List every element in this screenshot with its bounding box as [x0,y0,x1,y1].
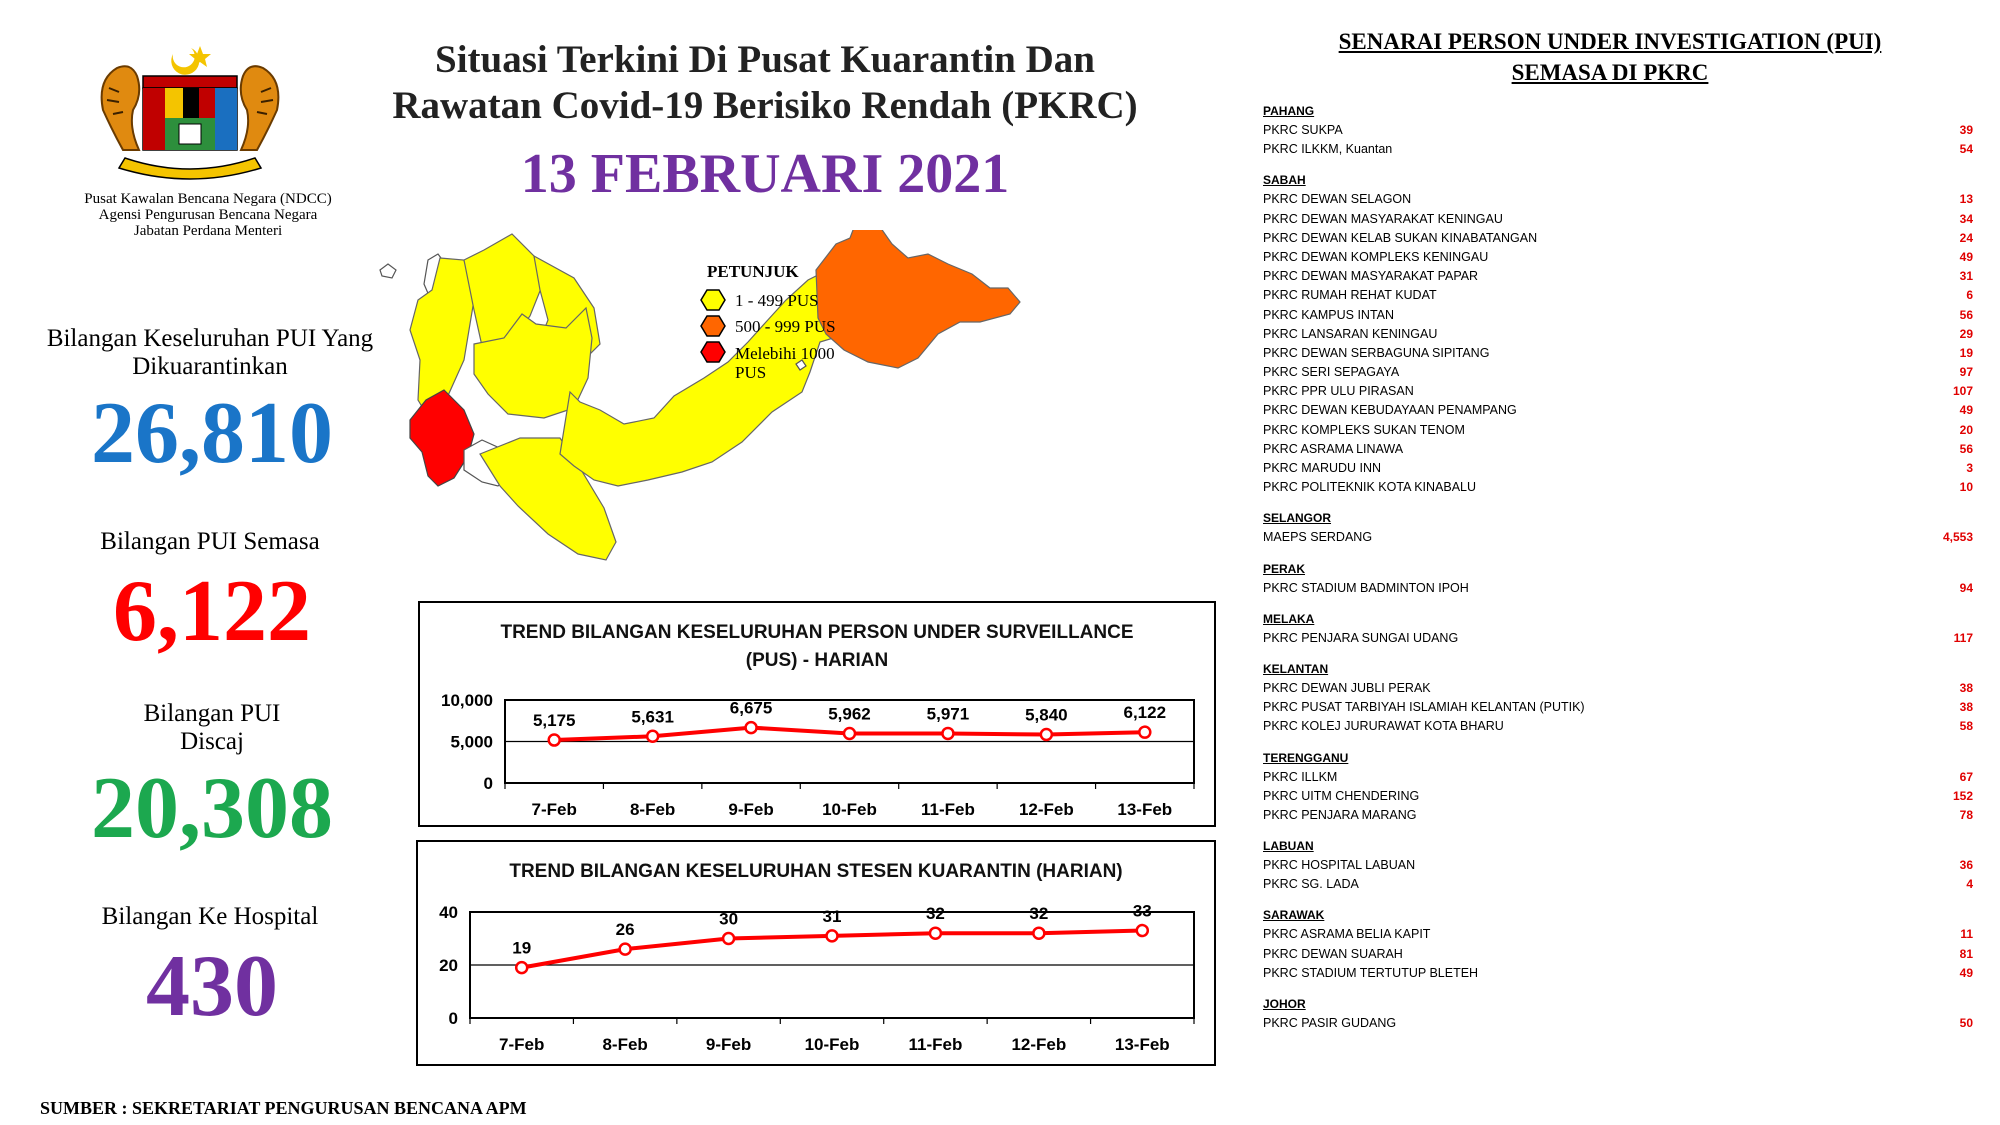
facility-name: PKRC ILLKM [1263,769,1338,784]
facility-name: PKRC POLITEKNIK KOTA KINABALU [1263,480,1477,495]
chart-pus-trend [418,601,1216,827]
facility-count: 20 [1959,422,1973,437]
pus-xtick-label: 7-Feb [531,800,577,819]
station-ytick-label: 0 [448,1009,458,1028]
list-item [1263,679,1973,698]
list-item [1263,210,1973,229]
facility-count: 81 [1959,946,1973,961]
pus-ytick-label: 0 [483,774,493,793]
station-data-label: 30 [719,909,739,929]
facility-name: PKRC DEWAN MASYARAKAT KENINGAU [1263,211,1503,226]
legend-label-high: Melebihi 1000 PUS [735,344,835,382]
station-point [827,930,838,941]
facility-count: 10 [1959,480,1973,495]
pus-data-label: 5,971 [926,704,970,724]
pui-list [1263,102,1973,1033]
state-heading: MELAKA [1263,611,1315,626]
list-item [1263,875,1973,894]
station-xtick-label: 13-Feb [1114,1035,1170,1054]
pus-ytick-label: 5,000 [450,732,493,752]
state-heading: LABUAN [1263,839,1314,854]
list-item [1263,382,1973,401]
stat-label-hospital: Bilangan Ke Hospital [101,903,319,930]
facility-name: PKRC MARUDU INN [1263,461,1382,475]
station-xtick-label: 9-Feb [705,1035,752,1054]
map-region-selangor [410,390,474,486]
pus-data-label: 5,840 [1025,705,1068,725]
chart-station-plot [418,842,1214,1064]
facility-count: 78 [1959,807,1973,822]
station-data-label: 31 [822,906,842,926]
facility-count: 56 [1959,307,1973,322]
facility-name: PKRC STADIUM TERTUTUP BLETEH [1263,965,1479,980]
list-item [1263,190,1973,209]
list-item [1263,806,1973,825]
facility-count: 24 [1959,230,1973,245]
station-point [1137,925,1148,936]
state-heading: SARAWAK [1263,908,1325,923]
list-item [1263,267,1973,286]
report-date: 13 FEBRUARI 2021 [520,143,1010,205]
legend-label-mid: 500 - 999 PUS [735,317,836,336]
stat-value-discharged-pui: 20,308 [91,760,333,857]
facility-count: 36 [1959,858,1973,873]
chart-pus-plot [420,603,1214,825]
legend-swatch-high [700,340,726,364]
facility-count: 67 [1959,769,1973,784]
stat-value-current-pui: 6,122 [113,563,311,660]
station-data-label: 33 [1132,901,1152,921]
station-xtick-label: 11-Feb [908,1035,963,1054]
malaysia-map [370,230,1240,580]
stat-value-hospital: 430 [146,938,278,1035]
pus-point [1139,727,1150,738]
pus-xtick-label: 13-Feb [1117,800,1173,819]
agency-line-3: Jabatan Perdana Menteri [133,223,283,239]
facility-name: PKRC PENJARA MARANG [1263,807,1417,822]
chart-pus-title-line-2: (PUS) - HARIAN [745,650,889,671]
list-item [1263,925,1973,944]
legend-swatch-mid [700,314,726,338]
pus-point [844,728,855,739]
facility-count: 50 [1959,1016,1973,1030]
facility-count: 39 [1959,123,1973,137]
list-item [1263,717,1973,736]
facility-count: 34 [1959,211,1973,226]
list-item [1263,248,1973,267]
facility-count: 107 [1952,384,1973,399]
pus-data-label: 5,962 [828,704,871,724]
facility-name: PKRC DEWAN KOMPLEKS KENINGAU [1263,249,1489,264]
pus-point [746,722,757,733]
list-item [1263,478,1973,497]
list-item [1263,325,1973,344]
state-heading: JOHOR [1263,997,1306,1011]
facility-name: PKRC ASRAMA BELIA KAPIT [1263,927,1431,942]
list-item [1263,344,1973,363]
facility-name: PKRC UITM CHENDERING [1263,788,1420,803]
facility-count: 38 [1959,680,1973,695]
facility-name: PKRC DEWAN SERBAGUNA SIPITANG [1263,345,1490,360]
facility-count: 58 [1959,719,1973,734]
list-item [1263,856,1973,875]
station-point [723,933,734,944]
list-item [1263,1014,1973,1033]
list-item [1263,459,1973,478]
station-point [516,962,527,973]
facility-count: 13 [1959,192,1973,207]
station-xtick-label: 8-Feb [602,1035,648,1054]
facility-count: 3 [1966,461,1973,475]
pus-data-label: 6,122 [1123,703,1167,723]
list-item [1263,306,1973,325]
facility-count: 117 [1953,630,1973,645]
facility-name: PKRC PENJARA SUNGAI UDANG [1263,630,1459,645]
facility-name: PKRC DEWAN KEBUDAYAAN PENAMPANG [1263,403,1517,418]
list-item [1263,768,1973,787]
facility-count: 19 [1959,345,1973,360]
list-item [1263,229,1973,248]
facility-name: PKRC PASIR GUDANG [1263,1016,1397,1030]
list-item [1263,421,1973,440]
facility-name: PKRC SG. LADA [1263,877,1359,892]
station-data-label: 19 [512,938,532,958]
facility-name: PKRC DEWAN KELAB SUKAN KINABATANGAN [1263,230,1538,245]
facility-name: MAEPS SERDANG [1263,530,1373,545]
facility-count: 11 [1960,927,1973,942]
station-data-label: 32 [1029,904,1049,924]
facility-name: PKRC DEWAN SUARAH [1263,946,1403,961]
facility-count: 4 [1966,877,1973,892]
facility-name: PKRC SUKPA [1263,123,1343,137]
station-point [930,928,941,939]
pus-xtick-label: 10-Feb [822,800,877,819]
state-heading: SELANGOR [1263,511,1332,526]
pus-data-label: 5,631 [631,707,674,727]
facility-name: PKRC ASRAMA LINAWA [1263,441,1404,456]
list-item [1263,945,1973,964]
facility-count: 56 [1959,441,1973,456]
legend-title: PETUNJUK [707,262,799,281]
facility-name: PKRC LANSARAN KENINGAU [1263,326,1438,341]
facility-name: PKRC DEWAN SELAGON [1263,192,1412,207]
pus-xtick-label: 12-Feb [1018,800,1074,819]
pus-point [1041,729,1052,740]
main-title-line-2: Rawatan Covid-19 Berisiko Rendah (PKRC) [392,84,1138,127]
stat-label-discharged-pui: Bilangan PUI Discaj [143,700,281,755]
map-region-islands [380,264,396,278]
station-ytick-label: 20 [439,956,458,975]
facility-count: 6 [1966,288,1973,303]
agency-line-2: Agensi Pengurusan Bencana Negara [98,207,318,223]
pus-point [942,728,953,739]
pus-point [549,735,560,746]
list-item [1263,629,1973,648]
state-heading: TERENGGANU [1263,750,1349,765]
list-item [1263,698,1973,717]
agency-line-1: Pusat Kawalan Bencana Negara (NDCC) [84,191,332,207]
facility-count: 29 [1959,326,1973,341]
list-item [1263,286,1973,305]
facility-count: 97 [1959,365,1973,380]
facility-count: 31 [1959,269,1973,284]
list-item [1263,140,1973,159]
pus-xtick-label: 11-Feb [920,800,975,819]
legend-swatch-low [700,288,726,312]
facility-name: PKRC PUSAT TARBIYAH ISLAMIAH KELANTAN (PUTIK) [1263,700,1585,715]
list-item [1263,363,1973,382]
station-ytick-label: 40 [439,903,458,922]
chart-station-title: TREND BILANGAN KESELURUHAN STESEN KUARANTIN (HARIAN) [509,861,1123,882]
pus-data-label: 5,175 [532,711,576,731]
facility-count: 49 [1959,965,1973,980]
facility-count: 152 [1952,788,1973,803]
legend-label-low: 1 - 499 PUS [735,291,819,310]
facility-name: PKRC KOMPLEKS SUKAN TENOM [1263,422,1465,437]
station-data-label: 32 [925,904,945,924]
list-item [1263,440,1973,459]
facility-count: 38 [1959,700,1973,715]
list-item [1263,787,1973,806]
station-xtick-label: 10-Feb [804,1035,860,1054]
main-title-line-1: Situasi Terkini Di Pusat Kuarantin Dan [435,38,1095,81]
stat-label-total-pui: Bilangan Keseluruhan PUI Yang Dikuarantinkan [46,325,374,380]
station-point [620,944,631,955]
facility-name: PKRC DEWAN MASYARAKAT PAPAR [1263,269,1479,284]
facility-count: 94 [1959,580,1973,595]
pui-list-title-line-2: SEMASA DI PKRC [1511,60,1709,85]
facility-name: PKRC RUMAH REHAT KUDAT [1263,288,1437,303]
state-heading: PAHANG [1263,104,1315,118]
facility-count: 49 [1959,249,1973,264]
facility-count: 54 [1959,142,1973,157]
stat-value-total-pui: 26,810 [91,385,333,482]
station-point [1033,928,1044,939]
chart-station-trend [416,840,1216,1066]
station-xtick-label: 7-Feb [499,1035,545,1054]
national-crest-logo [95,40,285,180]
state-heading: PERAK [1263,561,1306,576]
list-item [1263,528,1973,547]
facility-count: 4,553 [1942,530,1973,545]
pus-xtick-label: 9-Feb [728,800,774,819]
facility-name: PKRC HOSPITAL LABUAN [1263,858,1416,873]
facility-count: 49 [1959,403,1973,418]
state-heading: SABAH [1263,173,1306,188]
chart-pus-title-line-1: TREND BILANGAN KESELURUHAN PERSON UNDER SURVEILLANCE [500,622,1134,643]
station-xtick-label: 12-Feb [1011,1035,1067,1054]
facility-name: PKRC STADIUM BADMINTON IPOH [1263,580,1469,595]
pus-xtick-label: 8-Feb [629,800,676,819]
facility-name: PKRC KOLEJ JURURAWAT KOTA BHARU [1263,719,1504,734]
facility-name: PKRC PPR ULU PIRASAN [1263,384,1414,399]
list-item [1263,964,1973,983]
list-item [1263,121,1973,140]
pus-point [647,731,658,742]
pus-data-label: 6,675 [729,698,773,718]
facility-name: PKRC SERI SEPAGAYA [1263,365,1400,380]
pus-ytick-label: 10,000 [441,691,493,710]
pui-list-title-line-1: SENARAI PERSON UNDER INVESTIGATION (PUI) [1338,29,1882,54]
facility-name: PKRC KAMPUS INTAN [1263,307,1395,322]
source-note: SUMBER : SEKRETARIAT PENGURUSAN BENCANA APM [40,1098,527,1118]
list-item [1263,579,1973,598]
stat-label-current-pui: Bilangan PUI Semasa [100,528,320,555]
facility-name: PKRC ILKKM, Kuantan [1263,142,1393,157]
facility-name: PKRC DEWAN JUBLI PERAK [1263,680,1431,695]
station-data-label: 26 [615,920,635,940]
state-heading: KELANTAN [1263,661,1329,676]
list-item [1263,401,1973,420]
